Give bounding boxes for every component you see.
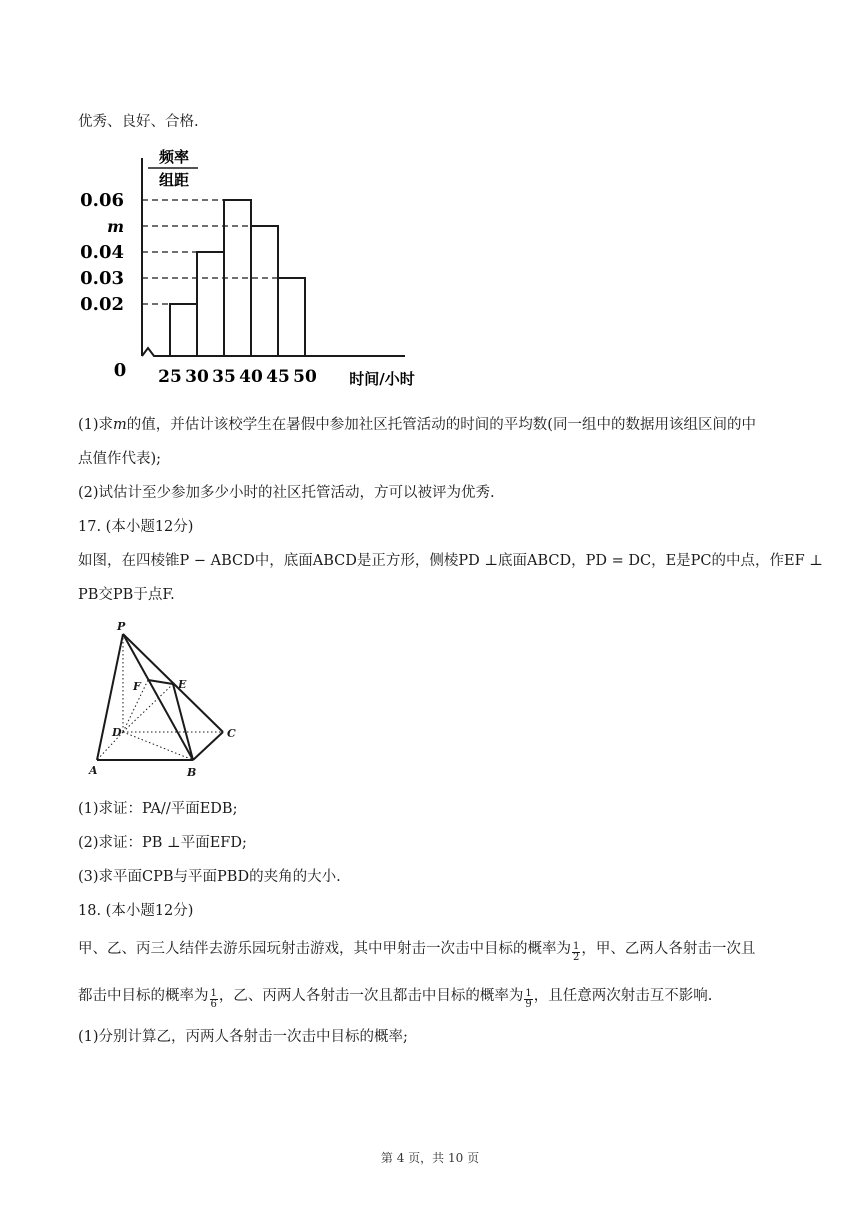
y-tick-label-0.03: 0.03: [80, 268, 124, 289]
x-axis-label: 时间/小时: [349, 370, 415, 388]
point-label-C: C: [227, 727, 236, 740]
q18-part1: (1)分别计算乙，丙两人各射击一次击中目标的概率;: [78, 1029, 408, 1045]
histogram-bar-[45,50]: [278, 278, 305, 356]
q16-part1-line1: (1)求m的值，并估计该校学生在暑假中参加社区托管活动的时间的平均数(同一组中的数据用该组区间的中: [78, 417, 756, 433]
y-tick-label-0.06: 0.06: [80, 190, 124, 211]
q18-stem-line1: 甲、乙、丙三人结伴去游乐园玩射击游戏，其中甲射击一次击中目标的概率为 $\frac{1}{2}$ ，甲、乙两人各射击一次且: [78, 941, 756, 963]
fraction-one-ninth: $\frac{1}{9}$: [525, 988, 532, 1010]
q17-header: 17. (本小题12分): [78, 519, 194, 535]
q17-stem-line1: 如图，在四棱锥P − ABCD中，底面ABCD是正方形，侧棱PD ⊥底面ABCD，PD = DC，E是PC的中点，作EF ⊥: [78, 553, 823, 569]
point-label-A: A: [89, 764, 98, 777]
x-tick-label-40: 40: [239, 367, 263, 387]
q17-stem-line2: PB交PB于点F.: [78, 587, 175, 603]
q18-header: 18. (本小题12分): [78, 903, 194, 919]
fraction-one-half: $\frac{1}{2}$: [573, 941, 580, 963]
x-tick-label-35: 35: [212, 367, 236, 387]
fraction-one-sixth: $\frac{1}{6}$: [210, 988, 217, 1010]
pyramid-figure: [85, 618, 245, 780]
y-tick-label-m: m: [107, 217, 124, 236]
page-footer: 第 4 页，共 10 页: [380, 1151, 480, 1165]
q16-part1-line2: 点值作代表);: [78, 451, 162, 467]
point-label-E: E: [178, 678, 187, 691]
frequency-histogram: [80, 140, 440, 400]
point-label-D: D: [112, 726, 122, 739]
histogram-bar-[25,30): [170, 304, 197, 356]
histogram-bar-[30,35): [197, 252, 224, 356]
y-tick-label-0.02: 0.02: [80, 294, 124, 315]
x-tick-label-30: 30: [185, 367, 209, 387]
point-label-F: F: [133, 680, 141, 693]
y-axis-label-numerator: 频率: [158, 148, 190, 166]
q17-part3: (3)求平面CPB与平面PBD的夹角的大小.: [78, 869, 341, 885]
q17-part2: (2)求证：PB ⊥平面EFD;: [78, 835, 247, 851]
point-label-B: B: [187, 766, 197, 779]
x-tick-label-45: 45: [266, 367, 290, 387]
origin-label: 0: [113, 360, 127, 381]
x-axis: [142, 348, 405, 356]
intro-text: 优秀、良好、合格.: [78, 114, 199, 130]
x-tick-label-50: 50: [293, 367, 317, 387]
q16-part2: (2)试估计至少参加多少小时的社区托管活动，方可以被评为优秀.: [78, 485, 495, 501]
q18-stem-line2: 都击中目标的概率为 $\frac{1}{6}$ ，乙、丙两人各射击一次且都击中目标的概率为 $\frac{1}{9}$ ，且任意两次射击互不影响.: [78, 988, 713, 1010]
histogram-bar-[40,45): [251, 226, 278, 356]
q17-part1: (1)求证：PA//平面EDB;: [78, 801, 238, 817]
y-axis-label-denominator: 组距: [158, 171, 190, 189]
x-tick-label-25: 25: [158, 367, 182, 387]
point-label-P: P: [117, 620, 126, 633]
y-tick-label-0.04: 0.04: [80, 242, 124, 263]
